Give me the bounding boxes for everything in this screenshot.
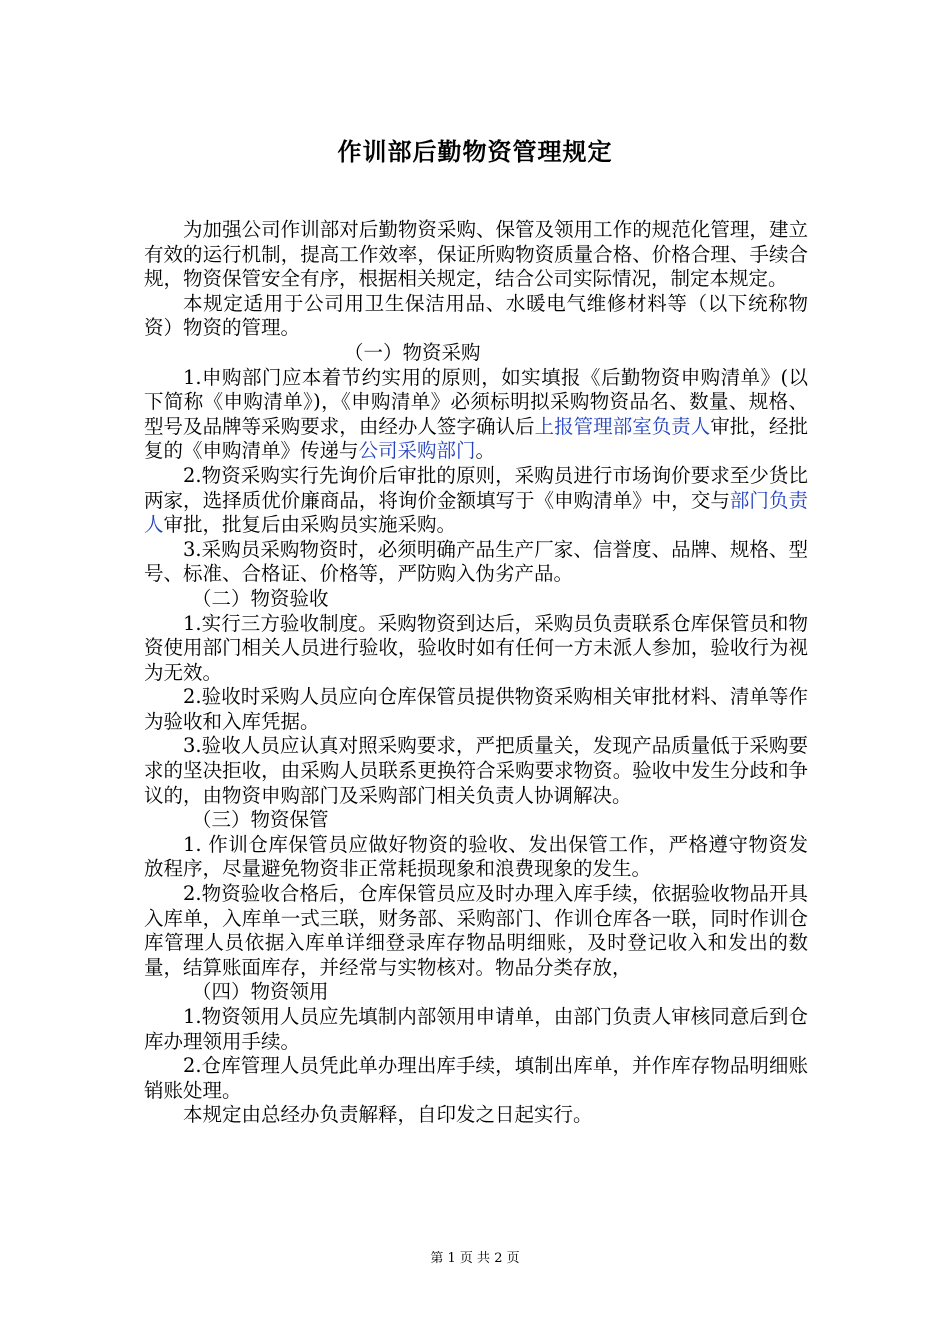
paragraph-intro: 为加强公司作训部对后勤物资采购、保管及领用工作的规范化管理，建立有效的运行机制，提高工作效率，保证所购物资质量合格、价格合理、手续合规，物资保管安全有序，根据相关规定，结合公司实际情况，制定本规定。 (144, 218, 808, 291)
paragraph-acceptance-3: 3.验收人员应认真对照采购要求，严把质量关，发现产品质量低于采购要求的坚决拒收，由采购人员联系更换符合采购要求物资。验收中发生分歧和争议的，由物资申购部门及采购部门相关负责人协调解决。 (144, 734, 808, 807)
link-dept-head[interactable]: 部门负责人 (144, 488, 808, 537)
section-heading-procurement: （一）物资采购 (344, 340, 481, 364)
section-heading-storage: （三）物资保管 (192, 808, 329, 832)
document-body (144, 218, 808, 1128)
paragraph-acceptance-2: 2.验收时采购人员应向仓库保管员提供物资采购相关审批材料、清单等作为验收和入库凭据。 (144, 685, 808, 733)
section-heading-requisition: （四）物资领用 (192, 980, 329, 1004)
text-run: 审批，批复后由采购员实施采购。 (163, 513, 457, 537)
page-title: 作训部后勤物资管理规定 (337, 138, 613, 166)
paragraph-storage-1: 1. 作训仓库保管员应做好物资的验收、发出保管工作，严格遵守物资发放程序，尽量避免物资非正常耗损现象和浪费现象的发生。 (144, 832, 808, 881)
paragraph-storage-2: 2.物资验收合格后，仓库保管员应及时办理入库手续，依据验收物品开具入库单，入库单一式三联，财务部、采购部门、作训仓库各一联，同时作训仓库管理人员依据入库单详细登录库存物品明细账，及时登记收入和发出的数量，结算账面库存，并经常与实物核对。物品分类存放， (144, 882, 808, 979)
text-run: 2.物资采购实行先询价后审批的原则，采购员进行市场询价要求至少货比两家，选择质优价廉商品，将询价金额填写于《申购清单》中，交与 (144, 463, 808, 512)
page-number-footer: 第 1 页 共 2 页 (430, 1251, 520, 1266)
paragraph-procurement-2 (144, 464, 808, 538)
paragraph-procurement-1 (144, 366, 808, 464)
paragraph-scope: 本规定适用于公司用卫生保洁用品、水暖电气维修材料等（以下统称物资）物资的管理。 (144, 291, 808, 340)
paragraph-closing: 本规定由总经办负责解释，自印发之日起实行。 (183, 1103, 593, 1127)
link-management-head[interactable]: 上报管理部室负责人 (534, 414, 711, 438)
text-run: 审批，经批复的《申购清单》传递与 (144, 414, 808, 463)
link-purchasing-dept[interactable]: 公司采购部门 (358, 439, 476, 463)
paragraph-requisition-1: 1.物资领用人员应先填制内部领用申请单，由部门负责人审核同意后到仓库办理领用手续。 (144, 1005, 808, 1053)
paragraph-acceptance-1: 1.实行三方验收制度。采购物资到达后，采购员负责联系仓库保管员和物资使用部门相关人员进行验收，验收时如有任何一方未派人参加，验收行为视为无效。 (144, 611, 808, 684)
text-run: 1.申购部门应本着节约实用的原则，如实填报《后勤物资申购清单》(以下简称《申购清单》)，《申购清单》必须标明拟采购物资品名、数量、规格、型号及品牌等采购要求，由经办人签字确认后 (144, 365, 808, 438)
paragraph-procurement-3: 3.采购员采购物资时，必须明确产品生产厂家、信誉度、品牌、规格、型号、标准、合格证、价格等，严防购入伪劣产品。 (144, 537, 808, 586)
section-heading-acceptance: （二）物资验收 (192, 586, 329, 610)
text-run: 。 (475, 439, 496, 463)
paragraph-requisition-2: 2.仓库管理人员凭此单办理出库手续，填制出库单，并作库存物品明细账销账处理。 (144, 1054, 808, 1102)
